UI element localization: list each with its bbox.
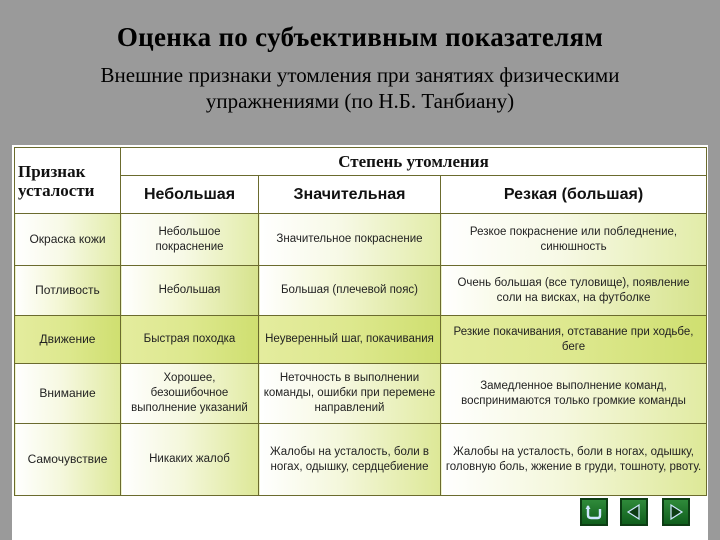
row-severe-cell: Резкие покачивания, отставание при ходьбе, беге (441, 316, 707, 364)
header-sign-of-fatigue (15, 148, 121, 214)
back-arrow-icon (625, 503, 643, 521)
row-small-cell: Хорошее, безошибочное выполнение указаний (121, 364, 259, 424)
row-significant-cell: Большая (плечевой пояс) (259, 266, 441, 316)
row-sign-cell: Движение (15, 316, 121, 364)
row-sign-cell: Потливость (15, 266, 121, 316)
table-row (15, 214, 707, 266)
table-row (15, 364, 707, 424)
subtitle-line-1: Внешние признаки утомления при занятиях физическими (100, 63, 620, 87)
header-level-severe: Резкая (большая) (441, 176, 707, 214)
row-sign-cell: Окраска кожи (15, 214, 121, 266)
table-row (15, 316, 707, 364)
row-significant-cell: Жалобы на усталость, боли в ногах, одышку, сердцебиение (259, 424, 441, 496)
row-sign-cell: Внимание (15, 364, 121, 424)
forward-button[interactable] (662, 498, 690, 526)
return-icon (585, 503, 603, 521)
return-button[interactable] (580, 498, 608, 526)
row-small-cell: Никаких жалоб (121, 424, 259, 496)
row-significant-cell: Неточность в выполнении команды, ошибки при перемене направлений (259, 364, 441, 424)
fatigue-signs-table (14, 147, 707, 496)
table-row (15, 266, 707, 316)
slide-title: Оценка по субъективным показателям (116, 22, 604, 52)
header-level-significant: Значительная (259, 176, 441, 214)
row-severe-cell: Замедленное выполнение команд, воспринимаются только громкие команды (441, 364, 707, 424)
table-row (15, 424, 707, 496)
row-small-cell: Быстрая походка (121, 316, 259, 364)
row-small-cell: Небольшая (121, 266, 259, 316)
row-sign-cell: Самочувствие (15, 424, 121, 496)
row-severe-cell: Жалобы на усталость, боли в ногах, одышку, головную боль, жжение в груди, тошноту, рвоту. (441, 424, 707, 496)
row-severe-cell: Очень большая (все туловище), появление соли на висках, на футболке (441, 266, 707, 316)
row-small-cell: Небольшое покраснение (121, 214, 259, 266)
row-severe-cell: Резкое покраснение или побледнение, синюшность (441, 214, 707, 266)
row-significant-cell: Неуверенный шаг, покачивания (259, 316, 441, 364)
row-significant-cell: Значительное покраснение (259, 214, 441, 266)
forward-arrow-icon (667, 503, 685, 521)
header-degree-of-fatigue: Степень утомления (121, 148, 707, 176)
header-level-small: Небольшая (121, 176, 259, 214)
back-button[interactable] (620, 498, 648, 526)
header-sign-line-2: усталости (18, 180, 95, 200)
subtitle-line-2: упражнениями (по Н.Б. Танбиану) (205, 89, 515, 113)
slide-subtitle (0, 62, 720, 114)
header-sign-line-1: Признак (18, 161, 86, 181)
